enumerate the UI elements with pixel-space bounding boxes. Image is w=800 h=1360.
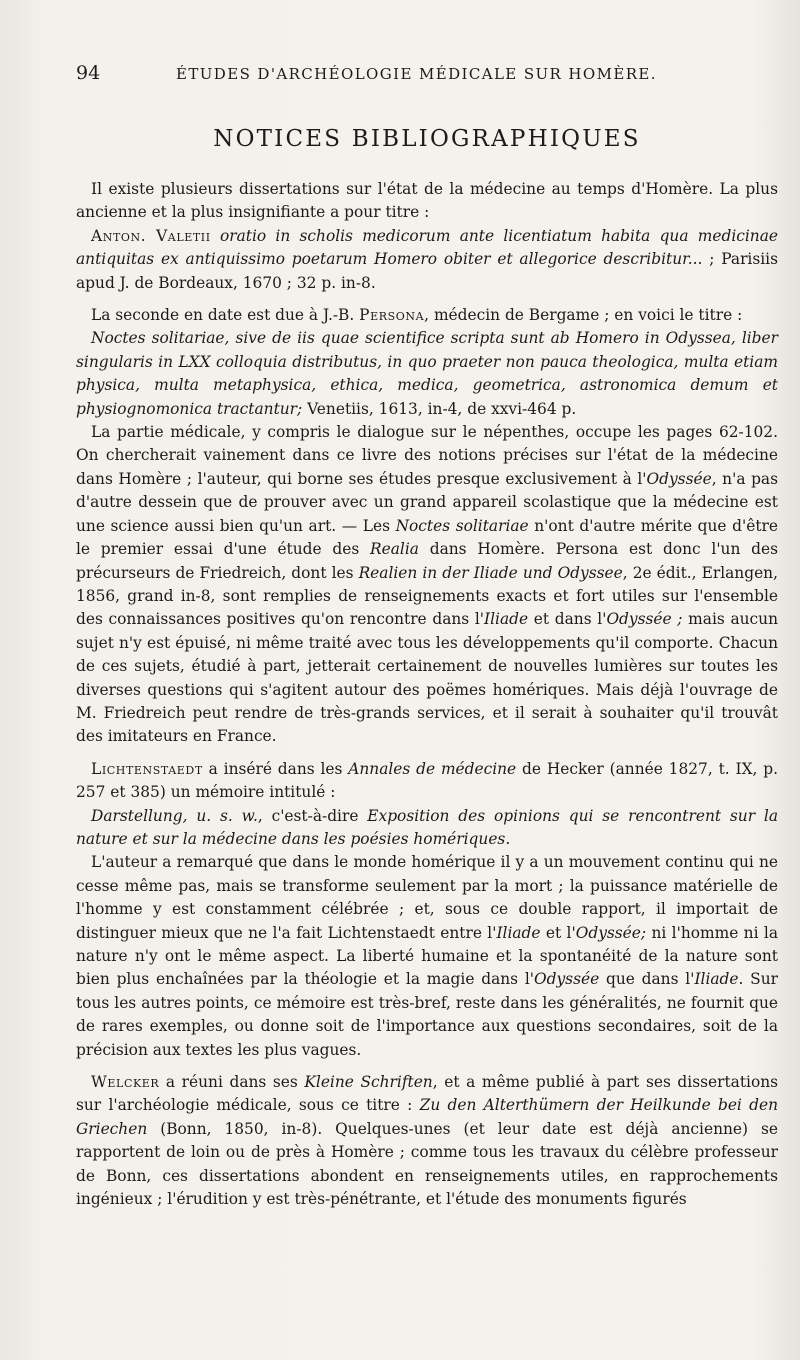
author-name: Lichtenstaedt	[91, 759, 203, 778]
paragraph-welcker: Welcker a réuni dans ses Kleine Schriften, et a même publié à part ses dissertations sur l'archéologie médicale, sous ce titre : Zu den Alterthümern der Heilkunde bei den Griechen (Bonn, 1850, in-8). Quelques-unes (et leur date est déjà ancienne) se rapportent de loin ou de près à Homère ; comme tous les travaux du célèbre professeur de Bonn, ces dissertations abondent en renseignements utiles, en rapprochements ingénieux ; l'érudition y est très-pénétrante, et l'étude des monuments figurés	[76, 1073, 779, 1209]
author-name: Anton. Valetii	[91, 226, 211, 245]
paragraph-valetius: Anton. Valetii oratio in scholis medicorum ante licentiatum habita qua medicinae antiquitas ex antiquissimo poetarum Homero obiter et allegorice describitur... ; Parisiis apud J. de Bordeaux, 1670 ; 32 p. in-8.	[76, 226, 778, 292]
paragraph-lichtenstaedt-title: Darstellung, u. s. w., c'est-à-dire Exposition des opinions qui se rencontrent sur la nature et sur la médecine dans les poésies homériques.	[76, 806, 778, 848]
paragraph-persona-commentary: La partie médicale, y compris le dialogue sur le népenthes, occupe les pages 62-102. On chercherait vainement dans ce livre des notions précises sur l'état de la médecine dans Homère ; l'auteur, qui borne ses études presque exclusivement à l'Odyssée, n'a pas d'autre dessein que de prouver avec un grand appareil scolastique que la médecine est une science aussi bien qu'un art. — Les Noctes solitariae n'ont d'autre mérite que d'être le premier essai d'une étude des Realia dans Homère. Persona est donc l'un des précurseurs de Friedreich, dont les Realien in der Iliade und Odyssee, 2e édit., Erlangen, 1856, grand in-8, sont remplies de renseignements exacts et fort utiles sur l'ensemble des connaissances positives qu'on rencontre dans l'Iliade et dans l'Odyssée ; mais aucun sujet n'y est épuisé, ni même traité avec tous les développements qu'il comporte. Chacun de ces sujets, étudié à part, jetterait certainement de nouvelles lumières sur toutes les diverses questions qui s'agitent autour des poëmes homériques. Mais déjà l'ouvrage de M. Friedreich peut rendre de très-grands services, et il serait à souhaiter qu'il trouvât des imitateurs en France.	[76, 423, 779, 746]
work-title: oratio in scholis medicorum ante licentiatum habita qua medicinae antiquitas ex antiquissimo poetarum Homero obiter et allegorice describitur...	[76, 226, 778, 269]
paragraph-lichtenstaedt-commentary: L'auteur a remarqué que dans le monde homérique il y a un mouvement continu qui ne cesse même pas, mais se transforme seulement par la mort ; la puissance matérielle de l'homme y est constamment célébrée ; et, sous ce double rapport, il importait de distinguer mieux que ne l'a fait Lichtenstaedt entre l'Iliade et l'Odyssée; ni l'homme ni la nature n'y ont le même aspect. La liberté humaine et la spontanéité de la nature sont bien plus enchaînées par la théologie et la magie dans l'Odyssée que dans l'Iliade. Sur tous les autres points, ce mémoire est très-bref, reste dans les généralités, ne fournit que de rares exemples, ou donne soit de l'importance aux questions secondaires, soit de la précision aux textes les plus vagues.	[76, 853, 778, 1059]
paragraph-intro: Il existe plusieurs dissertations sur l'état de la médecine au temps d'Homère. La plus ancienne et la plus insignifiante a pour titre :	[76, 180, 778, 222]
work-title: Noctes solitariae, sive de iis quae scientifice scripta sunt ab Homero in Odyssea, liber singularis in LXX colloquia distributus, in quo praeter non pauca theologica, multa etiam physica, multa metaphysica, ethica, medica, geometrica, astronomica demum et physiognomonica tractantur;	[76, 329, 778, 418]
page-number: 94	[76, 62, 101, 84]
running-head	[76, 62, 778, 92]
author-name: Persona	[359, 306, 425, 325]
paragraph-lichtenstaedt: Lichtenstaedt a inséré dans les Annales de médecine de Hecker (année 1827, t. IX, p. 257 et 385) un mémoire intitulé :	[76, 759, 778, 802]
paragraph-persona-title: Noctes solitariae, sive de iis quae scientifice scripta sunt ab Homero in Odyssea, liber singularis in LXX colloquia distributus, in quo praeter non pauca theologica, multa etiam physica, multa metaphysica, ethica, medica, geometrica, astronomica demum et physiognomonica tractantur; Venetiis, 1613, in-4, de xxvi-464 p.	[76, 329, 778, 418]
paragraph-persona-intro: La seconde en date est due à J.-B. Persona, médecin de Bergame ; en voici le titre :	[91, 306, 743, 325]
work-title: Darstellung, u. s. w.	[91, 806, 258, 825]
author-name: Welcker	[91, 1073, 160, 1092]
running-title: ÉTUDES D'ARCHÉOLOGIE MÉDICALE SUR HOMÈRE.	[176, 65, 657, 83]
section-title: NOTICES BIBLIOGRAPHIQUES	[213, 126, 641, 152]
